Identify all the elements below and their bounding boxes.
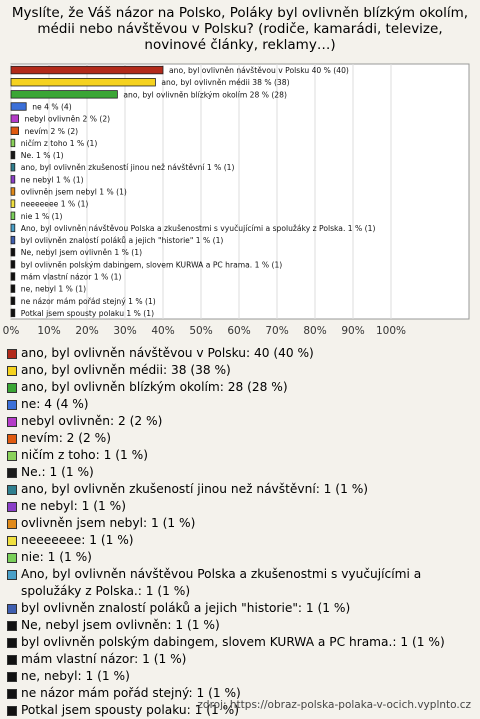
bar	[11, 66, 163, 74]
legend-item	[7, 600, 477, 617]
bar-value-label: ano, byl ovlivněn médii 38 % (38)	[161, 78, 290, 88]
legend-label: ano, byl ovlivněn návštěvou v Polsku: 40 (40 %)	[21, 346, 314, 360]
legend-label: Ne.: 1 (1 %)	[21, 465, 94, 479]
legend-label: Ne, nebyl jsem ovlivněn: 1 (1 %)	[21, 618, 220, 632]
legend-label: nevím: 2 (2 %)	[21, 431, 112, 445]
bar-value-label: nie 1 % (1)	[20, 211, 63, 221]
legend-swatch	[7, 604, 17, 614]
legend-item	[7, 532, 477, 549]
legend-swatch	[7, 383, 17, 393]
legend-swatch	[7, 706, 17, 716]
legend-swatch	[7, 621, 17, 631]
bar-value-label: neeeeeee 1 % (1)	[20, 199, 89, 209]
bar	[11, 103, 26, 111]
bar-value-label: ne, nebyl 1 % (1)	[20, 284, 87, 294]
bar	[11, 127, 19, 135]
chart-title: Myslíte, že Váš názor na Polsko, Poláky byl ovlivněn blízkým okolím, médii nebo návštěvou v Polsku? (rodiče, kamarádi, televize, novinové články, reklamy…)	[11, 5, 469, 53]
bar-value-label: Ano, byl ovlivněn návštěvou Polska a zkušenostmi s vyučujícími a spolužáky z Polska. 1 % (1)	[20, 223, 376, 233]
bar-value-label: byl ovlivněn polským dabingem, slovem KURWA a PC hrama. 1 % (1)	[20, 260, 283, 270]
x-tick-label: 80%	[303, 325, 327, 337]
bar	[11, 285, 15, 293]
legend-swatch	[7, 400, 17, 410]
legend-label: ne nebyl: 1 (1 %)	[21, 499, 126, 513]
bar-value-label: Potkal jsem spousty polaku 1 % (1)	[20, 308, 155, 318]
legend-item	[7, 464, 477, 481]
bar	[11, 261, 15, 269]
legend-swatch	[7, 349, 17, 359]
bar	[11, 200, 15, 208]
bar-value-label: byl ovlivněn znalostí poláků a jejich "historie" 1 % (1)	[20, 236, 224, 246]
legend-swatch	[7, 502, 17, 512]
legend-item	[7, 430, 477, 447]
legend-swatch	[7, 519, 17, 529]
legend-item	[7, 634, 477, 651]
legend-swatch	[7, 451, 17, 461]
bar	[11, 163, 15, 171]
legend-label: ne, nebyl: 1 (1 %)	[21, 669, 130, 683]
x-tick-label: 90%	[341, 325, 365, 337]
legend-item	[7, 447, 477, 464]
legend-item	[7, 566, 477, 600]
legend-swatch	[7, 366, 17, 376]
bar	[11, 273, 15, 281]
bar	[11, 224, 15, 232]
legend-swatch	[7, 536, 17, 546]
legend-swatch	[7, 468, 17, 478]
legend-label: byl ovlivněn polským dabingem, slovem KURWA a PC hrama.: 1 (1 %)	[21, 635, 445, 649]
legend-item	[7, 617, 477, 634]
x-tick-label: 100%	[375, 325, 407, 337]
bar-value-label: ničím z toho 1 % (1)	[20, 138, 98, 148]
legend	[7, 345, 477, 719]
x-tick-label: 10%	[37, 325, 61, 337]
legend-item	[7, 651, 477, 668]
legend-item	[7, 549, 477, 566]
bar-value-label: ne 4 % (4)	[32, 102, 72, 112]
legend-label: byl ovlivněn znalostí poláků a jejich "historie": 1 (1 %)	[21, 601, 351, 615]
legend-swatch	[7, 417, 17, 427]
legend-label: ne: 4 (4 %)	[21, 397, 89, 411]
bar-value-label: Ne. 1 % (1)	[20, 151, 64, 161]
legend-item	[7, 498, 477, 515]
bar-value-label: ano, byl ovlivněn návštěvou v Polsku 40 % (40)	[169, 66, 349, 76]
legend-item	[7, 362, 477, 379]
bar	[11, 297, 15, 305]
legend-label: ne názor mám pořád stejný: 1 (1 %)	[21, 686, 241, 700]
bar	[11, 309, 15, 317]
x-tick-label: 60%	[227, 325, 251, 337]
legend-swatch	[7, 485, 17, 495]
legend-item	[7, 413, 477, 430]
legend-label: ničím z toho: 1 (1 %)	[21, 448, 148, 462]
legend-item	[7, 396, 477, 413]
legend-label: neeeeeee: 1 (1 %)	[21, 533, 134, 547]
legend-label: mám vlastní názor: 1 (1 %)	[21, 652, 187, 666]
bar-value-label: ne nebyl 1 % (1)	[20, 175, 84, 185]
legend-label: ano, byl ovlivněn médii: 38 (38 %)	[21, 363, 231, 377]
bar	[11, 248, 15, 256]
bar	[11, 176, 15, 184]
legend-item	[7, 515, 477, 532]
legend-swatch	[7, 689, 17, 699]
legend-swatch	[7, 434, 17, 444]
bar-value-label: ano, byl ovlivněn blízkým okolím 28 % (28)	[123, 90, 287, 100]
x-tick-label: 0%	[2, 325, 20, 337]
bar-value-label: ano, byl ovlivněn zkušeností jinou než návštěvní 1 % (1)	[20, 163, 235, 173]
legend-swatch	[7, 553, 17, 563]
x-tick-label: 30%	[113, 325, 137, 337]
bar	[11, 115, 19, 123]
legend-item	[7, 345, 477, 362]
bar-value-label: mám vlastní názor 1 % (1)	[20, 272, 122, 282]
legend-swatch	[7, 638, 17, 648]
bar	[11, 212, 15, 220]
legend-swatch	[7, 655, 17, 665]
x-tick-label: 20%	[75, 325, 99, 337]
legend-swatch	[7, 570, 17, 580]
legend-label: nie: 1 (1 %)	[21, 550, 92, 564]
bar-chart	[0, 0, 480, 345]
bar-value-label: ovlivněn jsem nebyl 1 % (1)	[20, 187, 127, 197]
legend-item	[7, 481, 477, 498]
x-tick-label: 40%	[151, 325, 175, 337]
bar	[11, 91, 117, 99]
bar	[11, 188, 15, 196]
legend-label: ano, byl ovlivněn zkušeností jinou než návštěvní: 1 (1 %)	[21, 482, 369, 496]
legend-swatch	[7, 672, 17, 682]
x-tick-label: 50%	[189, 325, 213, 337]
source-link[interactable]: zdroj: https://obraz-polska-polaka-v-ocich.vyplnto.cz	[197, 699, 471, 711]
bar	[11, 139, 15, 147]
bar-value-label: ne názor mám pořád stejný 1 % (1)	[20, 296, 156, 306]
legend-label: Potkal jsem spousty polaku: 1 (1 %)	[21, 703, 239, 717]
legend-label: Ano, byl ovlivněn návštěvou Polska a zkušenostmi s vyučujícími a spolužáky z Polska.: 1 (1 %)	[21, 567, 422, 598]
bar-value-label: Ne, nebyl jsem ovlivněn 1 % (1)	[20, 248, 143, 258]
legend-label: ano, byl ovlivněn blízkým okolím: 28 (28 %)	[21, 380, 288, 394]
x-axis-ticks	[3, 325, 406, 337]
bar	[11, 78, 155, 86]
legend-item	[7, 379, 477, 396]
x-tick-label: 70%	[265, 325, 289, 337]
bar-value-label: nebyl ovlivněn 2 % (2)	[24, 114, 111, 124]
bar-value-label: nevím 2 % (2)	[24, 126, 79, 136]
legend-label: nebyl ovlivněn: 2 (2 %)	[21, 414, 163, 428]
bar	[11, 236, 15, 244]
bar	[11, 151, 15, 159]
legend-label: ovlivněn jsem nebyl: 1 (1 %)	[21, 516, 196, 530]
legend-item	[7, 668, 477, 685]
